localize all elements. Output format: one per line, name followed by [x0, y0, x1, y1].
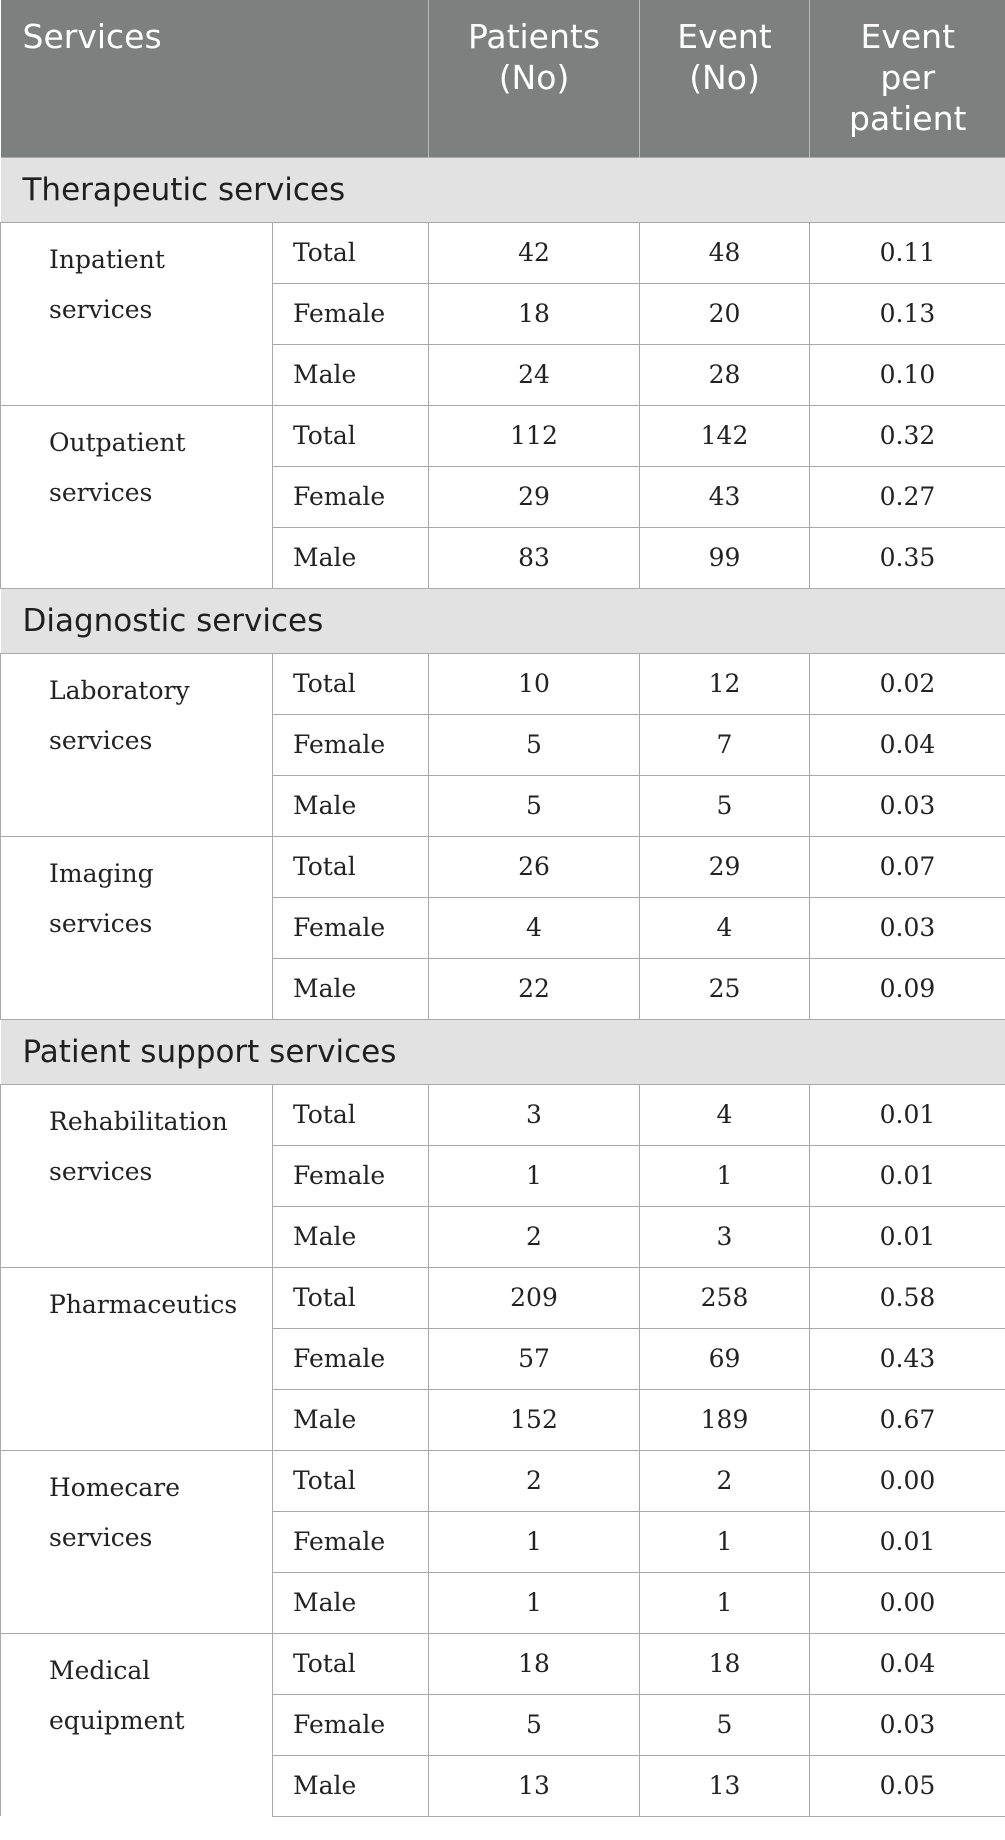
- patients-cell: 4: [429, 897, 640, 958]
- service-name-medical-equipment: Medical equipment: [1, 1633, 273, 1816]
- event-per-patient-cell: 0.04: [810, 1633, 1005, 1694]
- sex-cell: Female: [273, 714, 429, 775]
- header-row: [1, 0, 1005, 157]
- events-cell: 1: [640, 1145, 810, 1206]
- table-header: [1, 0, 1005, 157]
- sex-cell: Total: [273, 1450, 429, 1511]
- sex-cell: Female: [273, 897, 429, 958]
- patients-cell: 57: [429, 1328, 640, 1389]
- events-cell: 4: [640, 897, 810, 958]
- events-cell: 20: [640, 283, 810, 344]
- sex-cell: Female: [273, 283, 429, 344]
- table-body: [1, 157, 1005, 1816]
- sex-cell: Total: [273, 405, 429, 466]
- patients-cell: 26: [429, 836, 640, 897]
- patients-cell: 18: [429, 1633, 640, 1694]
- patients-cell: 112: [429, 405, 640, 466]
- events-cell: 258: [640, 1267, 810, 1328]
- patients-cell: 5: [429, 1694, 640, 1755]
- event-per-patient-cell: 0.03: [810, 1694, 1005, 1755]
- header-event: Event (No): [640, 0, 810, 157]
- sex-cell: Male: [273, 775, 429, 836]
- events-cell: 29: [640, 836, 810, 897]
- events-cell: 25: [640, 958, 810, 1019]
- patients-cell: 3: [429, 1084, 640, 1145]
- header-patients: Patients (No): [429, 0, 640, 157]
- sex-cell: Female: [273, 1328, 429, 1389]
- events-cell: 69: [640, 1328, 810, 1389]
- patients-cell: 29: [429, 466, 640, 527]
- header-event-per-patient: Event per patient: [810, 0, 1005, 157]
- event-per-patient-cell: 0.58: [810, 1267, 1005, 1328]
- patients-cell: 2: [429, 1450, 640, 1511]
- patients-cell: 10: [429, 653, 640, 714]
- patients-cell: 5: [429, 775, 640, 836]
- patients-cell: 24: [429, 344, 640, 405]
- patients-cell: 1: [429, 1145, 640, 1206]
- table-row: [1, 222, 1005, 283]
- sex-cell: Total: [273, 1267, 429, 1328]
- sex-cell: Total: [273, 1633, 429, 1694]
- event-per-patient-cell: 0.00: [810, 1572, 1005, 1633]
- event-per-patient-cell: 0.27: [810, 466, 1005, 527]
- patients-cell: 152: [429, 1389, 640, 1450]
- patients-cell: 18: [429, 283, 640, 344]
- service-name-homecare-services: Homecare services: [1, 1450, 273, 1633]
- service-name-outpatient-services: Outpatient services: [1, 405, 273, 588]
- event-per-patient-cell: 0.03: [810, 897, 1005, 958]
- sex-cell: Male: [273, 1755, 429, 1816]
- events-cell: 99: [640, 527, 810, 588]
- table-row: [1, 405, 1005, 466]
- event-per-patient-cell: 0.01: [810, 1511, 1005, 1572]
- table-row: [1, 1633, 1005, 1694]
- patients-cell: 83: [429, 527, 640, 588]
- events-cell: 7: [640, 714, 810, 775]
- event-per-patient-cell: 0.00: [810, 1450, 1005, 1511]
- events-cell: 13: [640, 1755, 810, 1816]
- event-per-patient-cell: 0.43: [810, 1328, 1005, 1389]
- sex-cell: Male: [273, 344, 429, 405]
- sex-cell: Total: [273, 653, 429, 714]
- events-cell: 12: [640, 653, 810, 714]
- sex-cell: Male: [273, 527, 429, 588]
- events-cell: 48: [640, 222, 810, 283]
- sex-cell: Male: [273, 1572, 429, 1633]
- event-per-patient-cell: 0.01: [810, 1084, 1005, 1145]
- service-name-pharmaceutics: Pharmaceutics: [1, 1267, 273, 1450]
- patients-cell: 5: [429, 714, 640, 775]
- patients-cell: 42: [429, 222, 640, 283]
- patients-cell: 22: [429, 958, 640, 1019]
- patients-cell: 209: [429, 1267, 640, 1328]
- sex-cell: Male: [273, 958, 429, 1019]
- table-row: [1, 836, 1005, 897]
- event-per-patient-cell: 0.01: [810, 1145, 1005, 1206]
- section-title: Patient support services: [1, 1019, 1005, 1084]
- events-cell: 43: [640, 466, 810, 527]
- table-row: [1, 1084, 1005, 1145]
- events-cell: 18: [640, 1633, 810, 1694]
- event-per-patient-cell: 0.35: [810, 527, 1005, 588]
- service-name-rehabilitation-services: Rehabilitation services: [1, 1084, 273, 1267]
- patients-cell: 1: [429, 1511, 640, 1572]
- events-cell: 142: [640, 405, 810, 466]
- sex-cell: Male: [273, 1206, 429, 1267]
- section-title: Therapeutic services: [1, 157, 1005, 222]
- service-name-imaging-services: Imaging services: [1, 836, 273, 1019]
- sex-cell: Female: [273, 1694, 429, 1755]
- event-per-patient-cell: 0.10: [810, 344, 1005, 405]
- service-name-laboratory-services: Laboratory services: [1, 653, 273, 836]
- event-per-patient-cell: 0.02: [810, 653, 1005, 714]
- event-per-patient-cell: 0.67: [810, 1389, 1005, 1450]
- events-cell: 5: [640, 1694, 810, 1755]
- sex-cell: Female: [273, 1511, 429, 1572]
- section-row-patient-support-services: [1, 1019, 1005, 1084]
- patients-cell: 2: [429, 1206, 640, 1267]
- table-row: [1, 653, 1005, 714]
- event-per-patient-cell: 0.07: [810, 836, 1005, 897]
- events-cell: 28: [640, 344, 810, 405]
- event-per-patient-cell: 0.03: [810, 775, 1005, 836]
- events-cell: 2: [640, 1450, 810, 1511]
- event-per-patient-cell: 0.09: [810, 958, 1005, 1019]
- section-row-therapeutic-services: [1, 157, 1005, 222]
- section-row-diagnostic-services: [1, 588, 1005, 653]
- sex-cell: Total: [273, 836, 429, 897]
- patients-cell: 13: [429, 1755, 640, 1816]
- sex-cell: Total: [273, 1084, 429, 1145]
- patients-cell: 1: [429, 1572, 640, 1633]
- event-per-patient-cell: 0.32: [810, 405, 1005, 466]
- event-per-patient-cell: 0.04: [810, 714, 1005, 775]
- table-row: [1, 1267, 1005, 1328]
- event-per-patient-cell: 0.11: [810, 222, 1005, 283]
- table-row: [1, 1450, 1005, 1511]
- events-cell: 4: [640, 1084, 810, 1145]
- events-cell: 5: [640, 775, 810, 836]
- events-cell: 189: [640, 1389, 810, 1450]
- event-per-patient-cell: 0.01: [810, 1206, 1005, 1267]
- event-per-patient-cell: 0.05: [810, 1755, 1005, 1816]
- sex-cell: Male: [273, 1389, 429, 1450]
- event-per-patient-cell: 0.13: [810, 283, 1005, 344]
- section-title: Diagnostic services: [1, 588, 1005, 653]
- service-name-inpatient-services: Inpatient services: [1, 222, 273, 405]
- events-cell: 1: [640, 1511, 810, 1572]
- events-cell: 1: [640, 1572, 810, 1633]
- sex-cell: Total: [273, 222, 429, 283]
- header-services: Services: [1, 0, 429, 157]
- sex-cell: Female: [273, 466, 429, 527]
- sex-cell: Female: [273, 1145, 429, 1206]
- events-cell: 3: [640, 1206, 810, 1267]
